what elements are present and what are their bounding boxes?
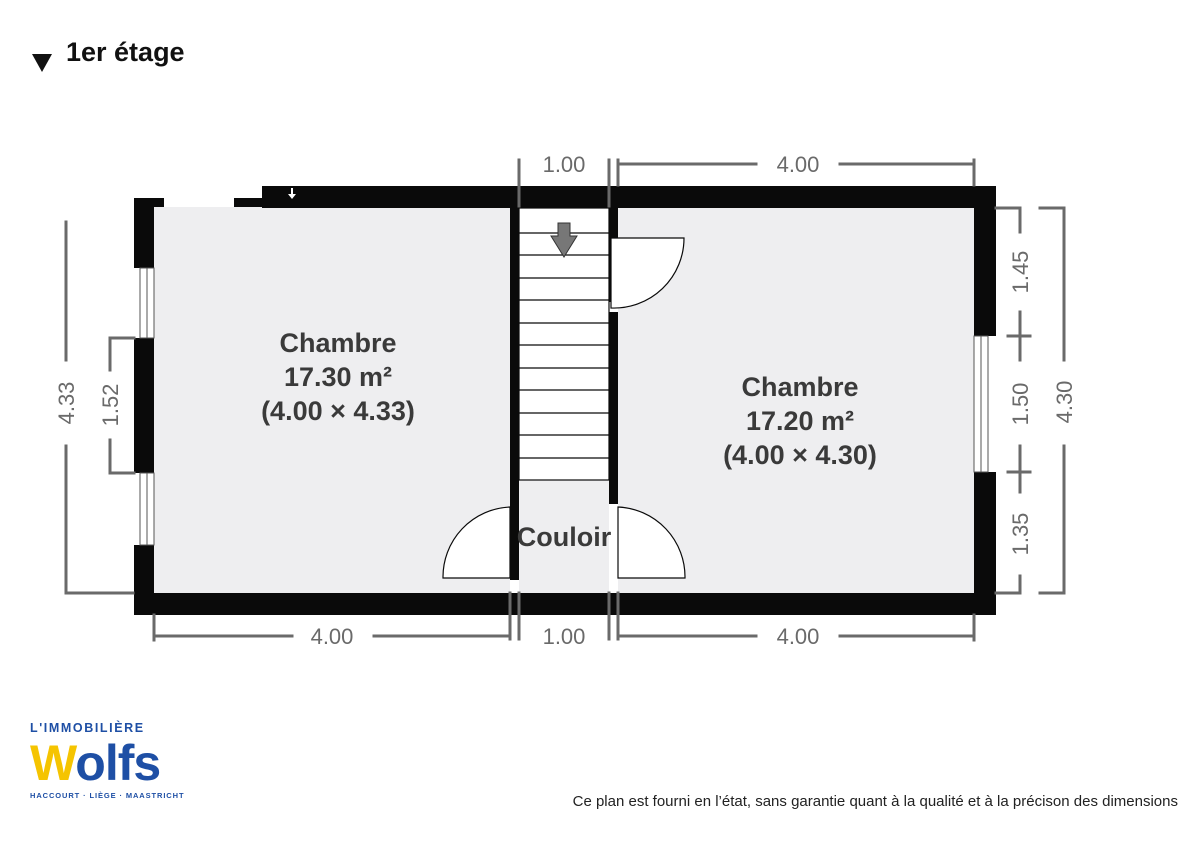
disclaimer-text: Ce plan est fourni en l’état, sans garantie quant à la qualité et à la précison des dimensions xyxy=(572,793,1178,810)
window-left-lower xyxy=(140,473,154,545)
dim-left-height: 4.33 xyxy=(54,381,79,425)
window-left-upper xyxy=(140,268,154,338)
logo-top-text: L'IMMOBILIÈRE xyxy=(30,721,145,735)
room-name-chambre-left: Chambre xyxy=(279,328,397,358)
dim-left-window: 1.52 xyxy=(98,383,123,427)
window-right xyxy=(974,336,988,472)
logo-wordmark xyxy=(30,735,190,791)
dim-bottom-chambre-right: 4.00 xyxy=(776,624,820,649)
room-dims-chambre-right: (4.00 × 4.30) xyxy=(723,440,877,470)
dim-right-upper: 1.45 xyxy=(1008,250,1033,294)
brand-logo xyxy=(30,720,190,800)
room-name-couloir: Couloir xyxy=(516,522,612,552)
dim-right-window: 1.50 xyxy=(1008,382,1033,426)
room-dims-chambre-left: (4.00 × 4.33) xyxy=(261,396,415,426)
dim-bottom-couloir: 1.00 xyxy=(542,624,586,649)
dim-top-couloir: 1.00 xyxy=(542,152,586,177)
logo-wordmark-rest: olfs xyxy=(75,735,161,791)
dim-right-lower: 1.35 xyxy=(1008,512,1033,556)
room-area-chambre-left: 17.30 m² xyxy=(283,362,393,392)
floor-title: 1er étage xyxy=(66,37,185,67)
dim-top-chambre-right: 4.00 xyxy=(776,152,820,177)
dim-bottom-chambre-left: 4.00 xyxy=(310,624,354,649)
room-name-chambre-right: Chambre xyxy=(741,372,859,402)
logo-letter-w: W xyxy=(30,735,76,791)
room-area-chambre-right: 17.20 m² xyxy=(745,406,855,436)
logo-cities: HACCOURT · LIÈGE · MAASTRICHT xyxy=(30,791,185,800)
dim-right-height: 4.30 xyxy=(1052,380,1077,424)
